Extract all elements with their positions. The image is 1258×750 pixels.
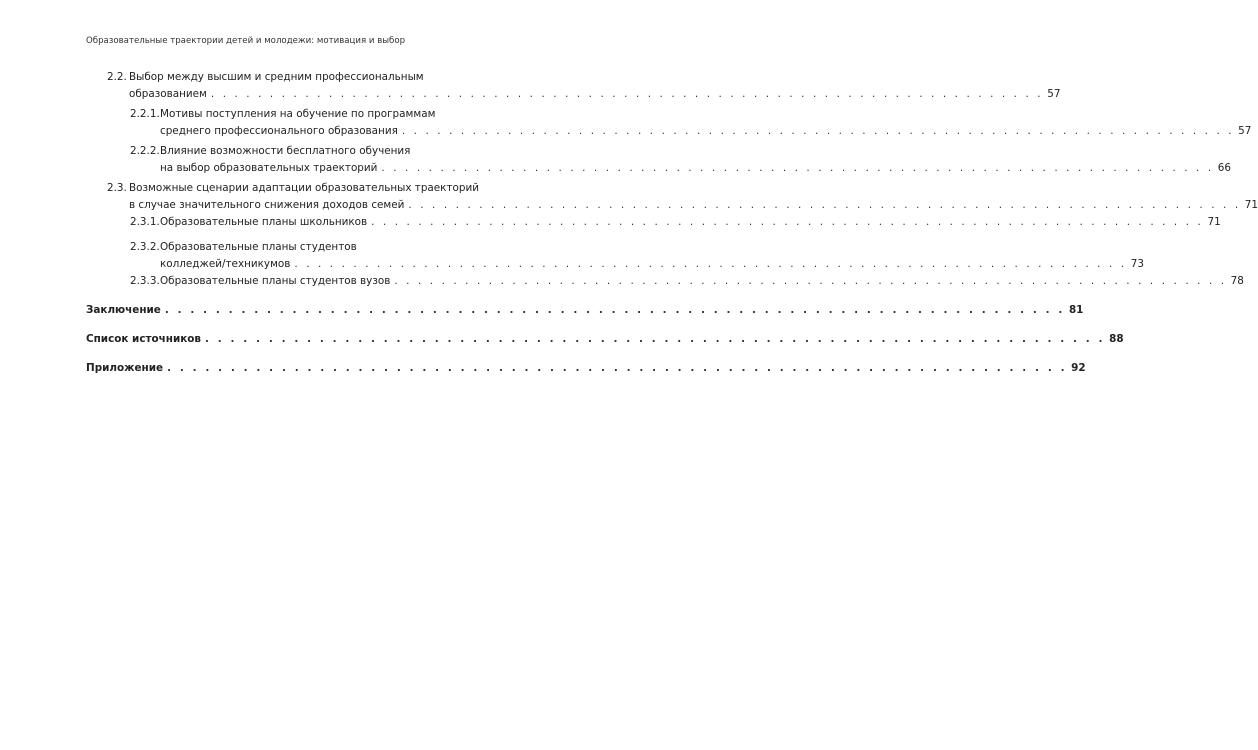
toc-entry-number: 2.3. bbox=[107, 182, 127, 194]
running-header: Образовательные траектории детей и молодежи: мотивация и выбор bbox=[86, 36, 406, 46]
toc-entry-2-2-2[interactable] bbox=[130, 143, 1231, 179]
toc-entry-number: 2.3.3. bbox=[130, 275, 160, 287]
toc-entry-title-line1: Возможные сценарии адаптации образовательных траекторий bbox=[129, 182, 479, 194]
toc-entry-number: 2.3.1. bbox=[130, 216, 160, 228]
toc-page-number: 66 bbox=[1217, 162, 1231, 174]
toc-page-number: 71 bbox=[1207, 216, 1221, 228]
dot-leader: . . . . . . . . . . . . . . . . . . . . . . . . . . . . . . . . . . . . . . . . . . . . . . . . . . . . . . . . . . . . . . . . . . . . . . . bbox=[408, 199, 1241, 211]
toc-page-number: 88 bbox=[1109, 333, 1124, 345]
toc-entry-number: 2.2. bbox=[107, 71, 127, 83]
dot-leader: . . . . . . . . . . . . . . . . . . . . . . . . . . . . . . . . . . . . . . . . . . . . . . . . . . . . . . . . . . . . . . . . . . . . . . . bbox=[401, 125, 1235, 137]
toc-page-number: 57 bbox=[1238, 125, 1252, 137]
toc-entry-title-line1: Образовательные планы студентов вузов bbox=[160, 275, 391, 287]
toc-entry-title-line1: Образовательные планы школьников bbox=[160, 216, 368, 228]
dot-leader: . . . . . . . . . . . . . . . . . . . . . . . . . . . . . . . . . . . . . . . . . . . . . . . . . . . . . . . . . . . . . . . . . . . . . . . bbox=[294, 258, 1127, 270]
toc-entry-title-line2: в случае значительного снижения доходов семей bbox=[129, 199, 405, 211]
toc-entry-title-line2: на выбор образовательных траекторий bbox=[160, 162, 378, 174]
dot-leader: . . . . . . . . . . . . . . . . . . . . . . . . . . . . . . . . . . . . . . . . . . . . . . . . . . . . . . . . . . . . . . . . . . . . . . . bbox=[167, 362, 1068, 374]
toc-entry-title-line1: Образовательные планы студентов bbox=[160, 241, 357, 253]
toc-entry-appendix[interactable] bbox=[86, 360, 1086, 378]
toc-entry-2-2[interactable] bbox=[107, 69, 1061, 105]
dot-leader: . . . . . . . . . . . . . . . . . . . . . . . . . . . . . . . . . . . . . . . . . . . . . . . . . . . . . . . . . . . . . . . . . . . . . . . bbox=[205, 333, 1106, 345]
dot-leader: . . . . . . . . . . . . . . . . . . . . . . . . . . . . . . . . . . . . . . . . . . . . . . . . . . . . . . . . . . . . . . . . . . . . . . . bbox=[371, 216, 1204, 228]
dot-leader: . . . . . . . . . . . . . . . . . . . . . . . . . . . . . . . . . . . . . . . . . . . . . . . . . . . . . . . . . . . . . . . . . . . . . . . bbox=[210, 88, 1044, 100]
toc-entry-title-line1: Влияние возможности бесплатного обучения bbox=[160, 145, 411, 157]
toc-entry-title-line1: Мотивы поступления на обучение по программам bbox=[160, 108, 436, 120]
toc-entry-2-3[interactable] bbox=[107, 180, 1258, 216]
toc-entry-2-3-1[interactable] bbox=[130, 214, 1221, 232]
toc-entry-conclusion[interactable] bbox=[86, 302, 1084, 320]
toc-entry-number: 2.2.1. bbox=[130, 108, 160, 120]
toc-entry-title: Приложение bbox=[86, 362, 164, 374]
toc-page-number: 92 bbox=[1071, 362, 1086, 374]
toc-entry-number: 2.2.2. bbox=[130, 145, 160, 157]
toc-entry-title-line2: колледжей/техникумов bbox=[160, 258, 291, 270]
toc-page-number: 73 bbox=[1130, 258, 1144, 270]
toc-entry-2-3-3[interactable] bbox=[130, 273, 1244, 291]
toc-entry-title-line2: среднего профессионального образования bbox=[160, 125, 398, 137]
toc-entry-title: Список источников bbox=[86, 333, 202, 345]
dot-leader: . . . . . . . . . . . . . . . . . . . . . . . . . . . . . . . . . . . . . . . . . . . . . . . . . . . . . . . . . . . . . . . . . . . . . . . bbox=[394, 275, 1227, 287]
dot-leader: . . . . . . . . . . . . . . . . . . . . . . . . . . . . . . . . . . . . . . . . . . . . . . . . . . . . . . . . . . . . . . . . . . . . . . . bbox=[164, 304, 1065, 316]
toc-entry-2-3-2[interactable] bbox=[130, 239, 1144, 275]
toc-entry-number: 2.3.2. bbox=[130, 241, 160, 253]
toc-entry-title-line2: образованием bbox=[129, 88, 207, 100]
toc-page-number: 71 bbox=[1244, 199, 1258, 211]
toc-page-number: 78 bbox=[1230, 275, 1244, 287]
toc-page-number: 81 bbox=[1068, 304, 1084, 316]
dot-leader: . . . . . . . . . . . . . . . . . . . . . . . . . . . . . . . . . . . . . . . . . . . . . . . . . . . . . . . . . . . . . . . . . . . . . . . bbox=[381, 162, 1214, 174]
toc-entry-title-line1: Выбор между высшим и средним профессиональным bbox=[129, 71, 424, 83]
toc-entry-2-2-1[interactable] bbox=[130, 106, 1252, 142]
toc-entry-title: Заключение bbox=[86, 304, 161, 316]
toc-entry-sources[interactable] bbox=[86, 331, 1124, 349]
toc-page-number: 57 bbox=[1047, 88, 1061, 100]
